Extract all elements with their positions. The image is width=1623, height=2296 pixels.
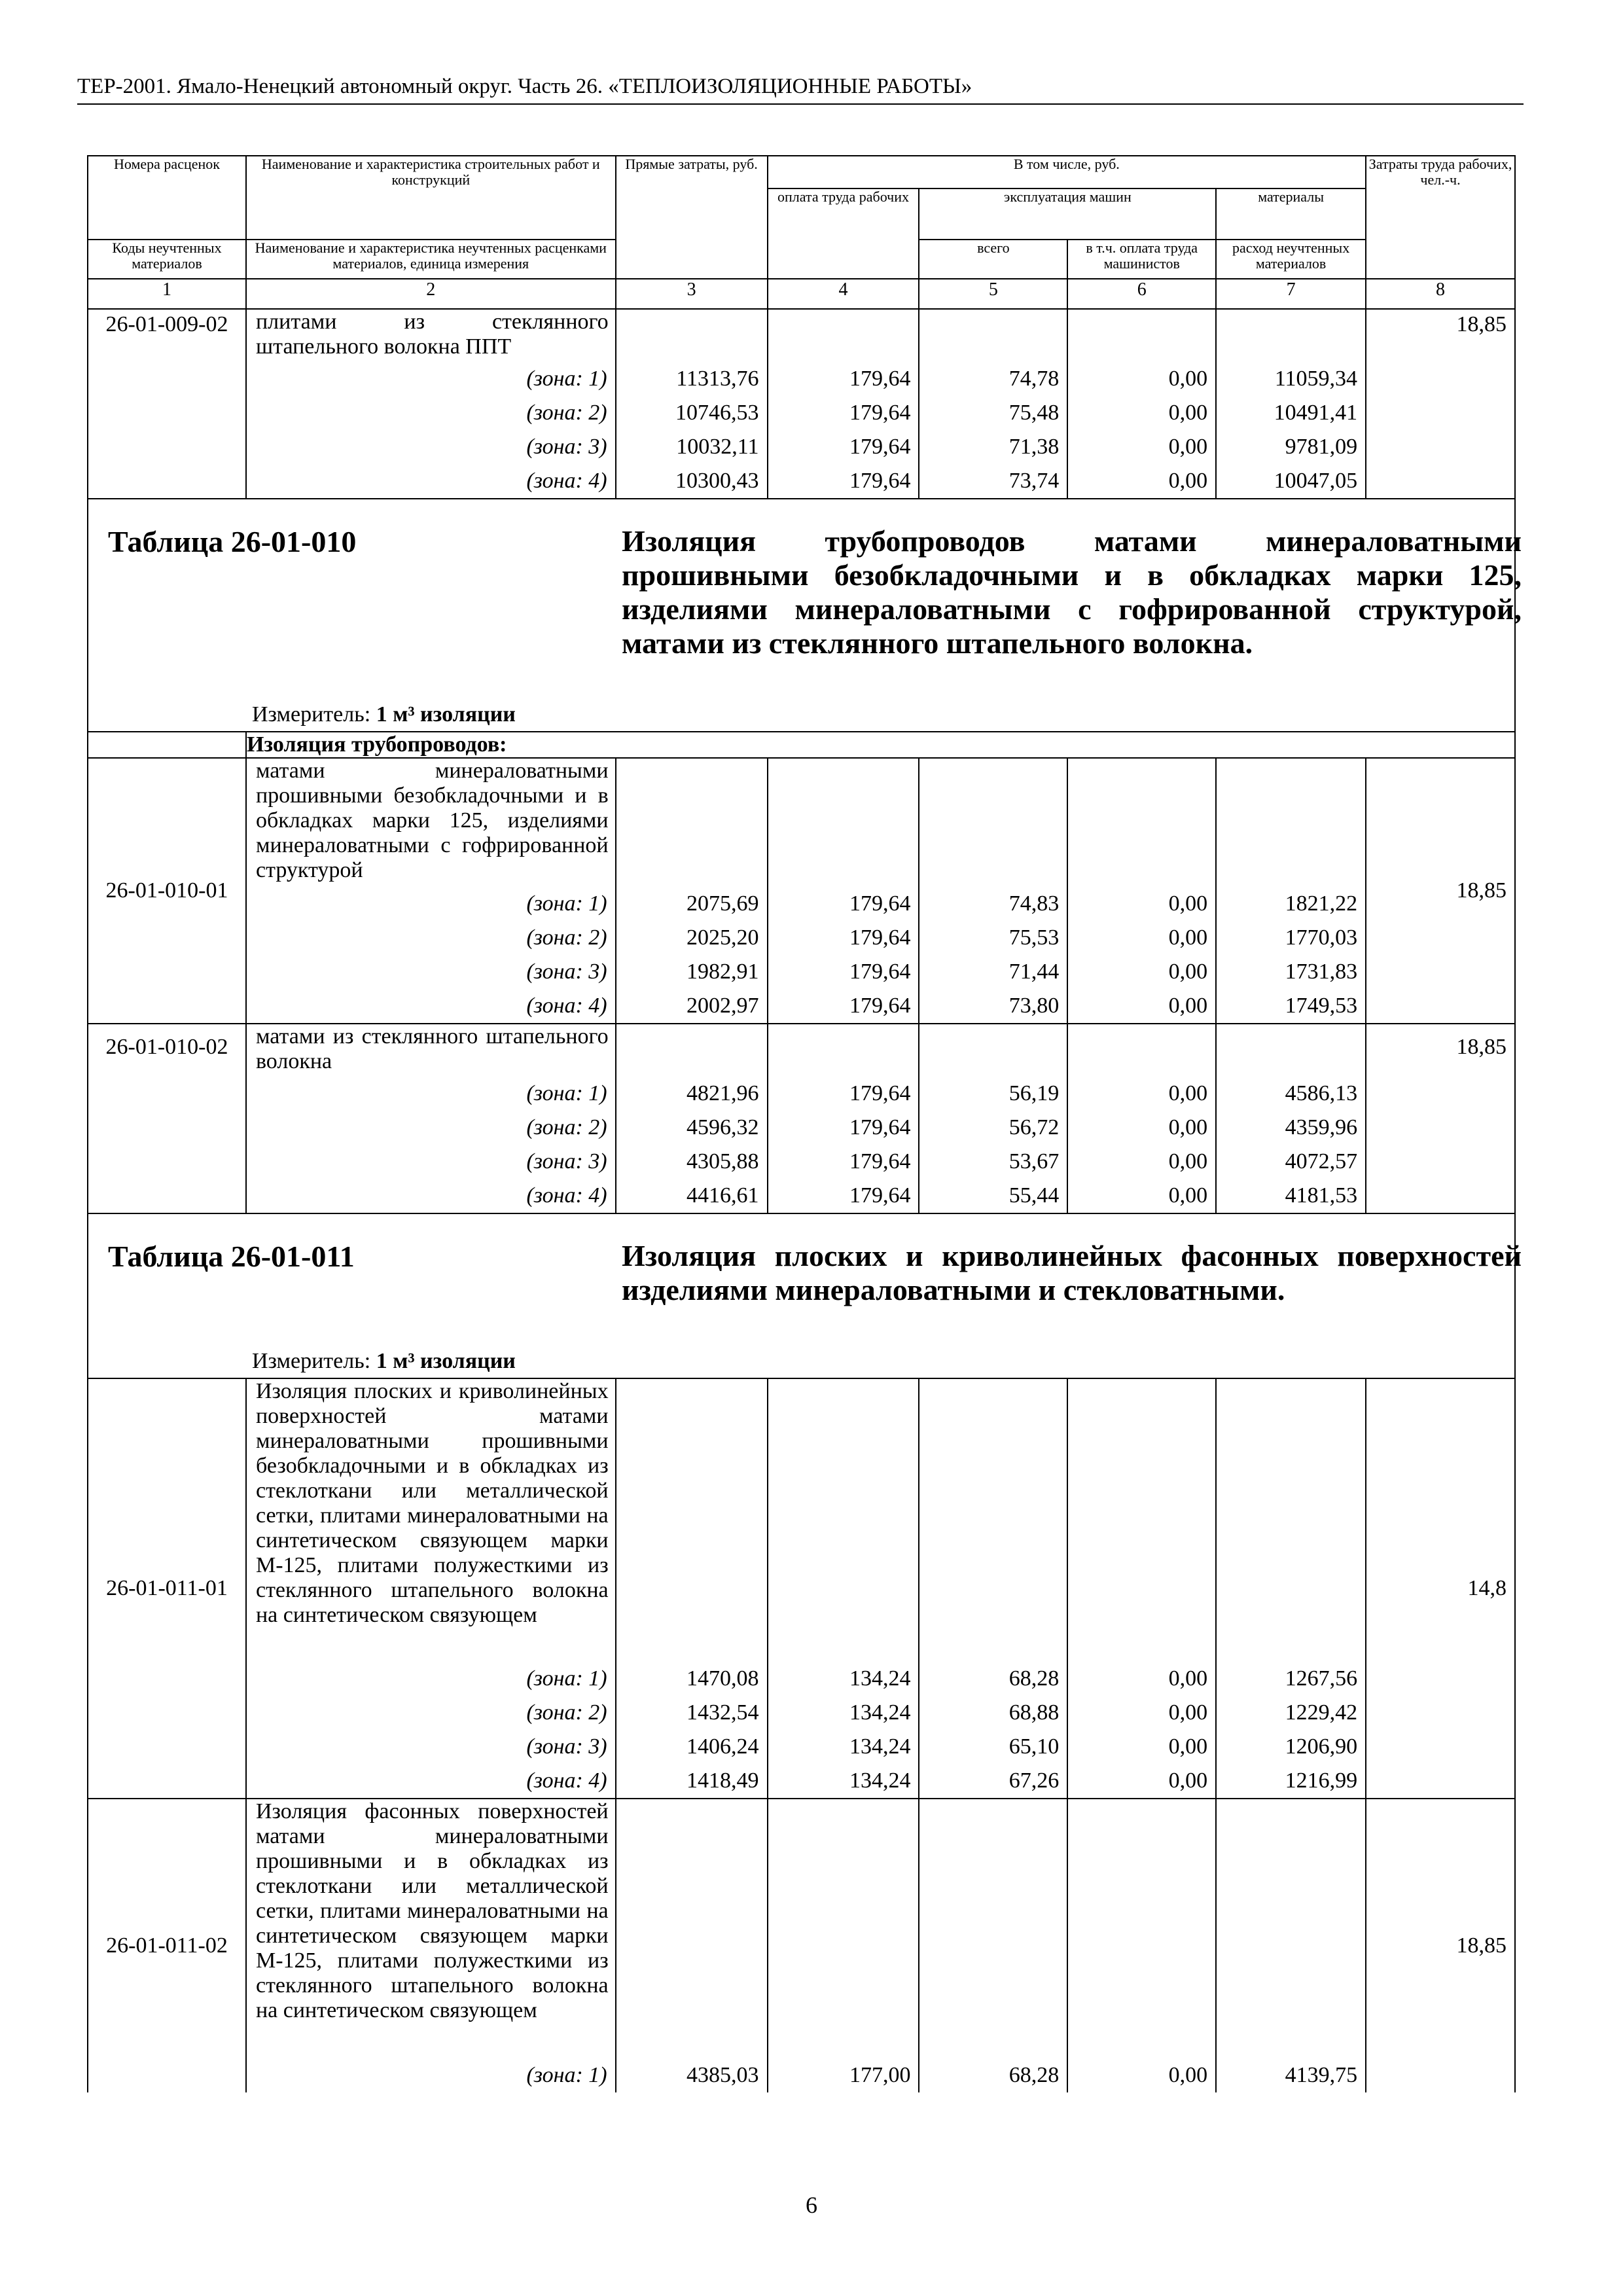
col-header-machines: эксплуатация машин bbox=[919, 188, 1216, 240]
col-header-including: В том числе, руб. bbox=[768, 156, 1366, 188]
materials-cost: 1731,83 bbox=[1216, 955, 1366, 989]
materials-cost: 11059,34 bbox=[1216, 362, 1366, 396]
zone-row bbox=[88, 430, 1515, 464]
zone-row bbox=[88, 1696, 1515, 1730]
zone-label: (зона: 4) bbox=[246, 989, 616, 1024]
zone-row bbox=[88, 464, 1515, 499]
worker-pay: 134,24 bbox=[768, 1730, 919, 1764]
worker-pay: 179,64 bbox=[768, 464, 919, 499]
col-header-rate-number: Номера расценок bbox=[88, 156, 246, 240]
zone-label: (зона: 4) bbox=[246, 1764, 616, 1799]
subheader: Изоляция трубопроводов: bbox=[246, 732, 1515, 758]
machinist-pay: 0,00 bbox=[1067, 2058, 1216, 2092]
labor-cost: 18,85 bbox=[1366, 309, 1515, 499]
col-number: 6 bbox=[1067, 279, 1216, 309]
col-header-direct-costs: Прямые затраты, руб. bbox=[616, 156, 768, 279]
rate-code: 26-01-010-01 bbox=[88, 758, 246, 1024]
rate-description: матами минераловатными прошивными безобкладочными и в обкладках марки 125, изделиями минераловатными с гофрированной структурой bbox=[246, 758, 616, 887]
zone-row bbox=[88, 2058, 1515, 2092]
table-row bbox=[88, 309, 1515, 362]
materials-cost: 1821,22 bbox=[1216, 887, 1366, 921]
zone-row bbox=[88, 1111, 1515, 1145]
worker-pay: 179,64 bbox=[768, 1179, 919, 1213]
col-header-materials: материалы bbox=[1216, 188, 1366, 240]
zone-label: (зона: 3) bbox=[246, 1145, 616, 1179]
direct-cost: 4596,32 bbox=[616, 1111, 768, 1145]
machinist-pay: 0,00 bbox=[1067, 1764, 1216, 1799]
machinist-pay: 0,00 bbox=[1067, 1077, 1216, 1111]
direct-cost: 4416,61 bbox=[616, 1179, 768, 1213]
direct-cost: 11313,76 bbox=[616, 362, 768, 396]
direct-cost: 4821,96 bbox=[616, 1077, 768, 1111]
machines-total: 68,88 bbox=[919, 1696, 1067, 1730]
zone-label: (зона: 2) bbox=[246, 1111, 616, 1145]
col-header-material-names: Наименование и характеристика неучтенных расценками материалов, единица измерения bbox=[246, 240, 616, 279]
rate-description: матами из стеклянного штапельного волокна bbox=[246, 1024, 616, 1077]
direct-cost: 10032,11 bbox=[616, 430, 768, 464]
zone-label: (зона: 2) bbox=[246, 921, 616, 955]
col-number: 7 bbox=[1216, 279, 1366, 309]
table-row bbox=[88, 1024, 1515, 1077]
machines-total: 74,83 bbox=[919, 887, 1067, 921]
zone-row bbox=[88, 396, 1515, 430]
machinist-pay: 0,00 bbox=[1067, 1145, 1216, 1179]
col-number: 3 bbox=[616, 279, 768, 309]
zone-row bbox=[88, 362, 1515, 396]
col-number: 5 bbox=[919, 279, 1067, 309]
measure-unit: Измеритель: 1 м³ изоляции bbox=[252, 1349, 516, 1373]
table-row bbox=[88, 1799, 1515, 2058]
direct-cost: 1432,54 bbox=[616, 1696, 768, 1730]
machinist-pay: 0,00 bbox=[1067, 430, 1216, 464]
zone-row bbox=[88, 955, 1515, 989]
machinist-pay: 0,00 bbox=[1067, 1662, 1216, 1696]
worker-pay: 179,64 bbox=[768, 955, 919, 989]
col-number: 4 bbox=[768, 279, 919, 309]
direct-cost: 4385,03 bbox=[616, 2058, 768, 2092]
zone-row bbox=[88, 989, 1515, 1024]
col-header-machinist-pay: в т.ч. оплата труда машинистов bbox=[1067, 240, 1216, 279]
col-header-material-consumption: расход неучтенных материалов bbox=[1216, 240, 1366, 279]
machines-total: 75,53 bbox=[919, 921, 1067, 955]
col-header-labor-costs: Затраты труда рабочих, чел.-ч. bbox=[1366, 156, 1515, 279]
worker-pay: 177,00 bbox=[768, 2058, 919, 2092]
zone-label: (зона: 4) bbox=[246, 464, 616, 499]
machines-total: 67,26 bbox=[919, 1764, 1067, 1799]
machinist-pay: 0,00 bbox=[1067, 362, 1216, 396]
worker-pay: 179,64 bbox=[768, 1145, 919, 1179]
labor-cost: 18,85 bbox=[1366, 1799, 1515, 2092]
table-row bbox=[88, 1378, 1515, 1662]
rate-description: плитами из стеклянного штапельного волокна ППТ bbox=[246, 309, 616, 362]
zone-label: (зона: 1) bbox=[246, 362, 616, 396]
direct-cost: 1418,49 bbox=[616, 1764, 768, 1799]
worker-pay: 179,64 bbox=[768, 989, 919, 1024]
machinist-pay: 0,00 bbox=[1067, 887, 1216, 921]
rate-code: 26-01-009-02 bbox=[88, 309, 246, 499]
direct-cost: 4305,88 bbox=[616, 1145, 768, 1179]
machines-total: 68,28 bbox=[919, 1662, 1067, 1696]
worker-pay: 134,24 bbox=[768, 1696, 919, 1730]
zone-row bbox=[88, 1145, 1515, 1179]
zone-row bbox=[88, 1764, 1515, 1799]
worker-pay: 179,64 bbox=[768, 1111, 919, 1145]
rate-description: Изоляция плоских и криволинейных поверхностей матами минераловатными прошивными безобкладочными и в обкладках из стеклоткани или металлической сетки, плитами минераловатными на синтетическом связующем марки М-125, плитами полужесткими из стеклянного штапельного волокна на синтетическом связующем bbox=[246, 1378, 616, 1662]
table-section-header bbox=[88, 1213, 1515, 1378]
direct-cost: 1470,08 bbox=[616, 1662, 768, 1696]
col-number: 2 bbox=[246, 279, 616, 309]
machines-total: 68,28 bbox=[919, 2058, 1067, 2092]
materials-cost: 1770,03 bbox=[1216, 921, 1366, 955]
machines-total: 74,78 bbox=[919, 362, 1067, 396]
document-header: ТЕР-2001. Ямало-Ненецкий автономный округ. Часть 26. «ТЕПЛОИЗОЛЯЦИОННЫЕ РАБОТЫ» bbox=[77, 73, 1524, 105]
zone-row bbox=[88, 1730, 1515, 1764]
materials-cost: 1216,99 bbox=[1216, 1764, 1366, 1799]
zone-label: (зона: 3) bbox=[246, 430, 616, 464]
machinist-pay: 0,00 bbox=[1067, 1179, 1216, 1213]
col-number: 8 bbox=[1366, 279, 1515, 309]
worker-pay: 134,24 bbox=[768, 1764, 919, 1799]
rate-code: 26-01-011-02 bbox=[88, 1799, 246, 2092]
machines-total: 71,44 bbox=[919, 955, 1067, 989]
machinist-pay: 0,00 bbox=[1067, 955, 1216, 989]
zone-label: (зона: 2) bbox=[246, 396, 616, 430]
col-number: 1 bbox=[88, 279, 246, 309]
col-header-worker-pay: оплата труда рабочих bbox=[768, 188, 919, 279]
table-title: Изоляция трубопроводов матами минераловатными прошивными безобкладочными и в обкладках марки 125, изделиями минераловатными с гофрированной структурой, матами из стеклянного штапельного волокна. bbox=[622, 524, 1522, 660]
rates-table bbox=[87, 155, 1522, 2092]
direct-cost: 2075,69 bbox=[616, 887, 768, 921]
rate-code: 26-01-011-01 bbox=[88, 1378, 246, 1799]
direct-cost: 2002,97 bbox=[616, 989, 768, 1024]
worker-pay: 134,24 bbox=[768, 1662, 919, 1696]
table-title: Изоляция плоских и криволинейных фасонных поверхностей изделиями минераловатными и стекловатными. bbox=[622, 1239, 1522, 1306]
materials-cost: 9781,09 bbox=[1216, 430, 1366, 464]
subheader-row bbox=[88, 732, 1515, 758]
zone-row bbox=[88, 1662, 1515, 1696]
zone-label: (зона: 1) bbox=[246, 2058, 616, 2092]
materials-cost: 4181,53 bbox=[1216, 1179, 1366, 1213]
rate-code: 26-01-010-02 bbox=[88, 1024, 246, 1213]
measure-unit: Измеритель: 1 м³ изоляции bbox=[252, 702, 516, 726]
machinist-pay: 0,00 bbox=[1067, 1696, 1216, 1730]
zone-label: (зона: 3) bbox=[246, 1730, 616, 1764]
materials-cost: 1229,42 bbox=[1216, 1696, 1366, 1730]
materials-cost: 1749,53 bbox=[1216, 989, 1366, 1024]
machines-total: 53,67 bbox=[919, 1145, 1067, 1179]
zone-row bbox=[88, 887, 1515, 921]
col-header-work-name: Наименование и характеристика строительных работ и конструкций bbox=[246, 156, 616, 240]
machinist-pay: 0,00 bbox=[1067, 464, 1216, 499]
zone-label: (зона: 1) bbox=[246, 887, 616, 921]
zone-label: (зона: 3) bbox=[246, 955, 616, 989]
col-header-material-codes: Коды неучтенных материалов bbox=[88, 240, 246, 279]
materials-cost: 4586,13 bbox=[1216, 1077, 1366, 1111]
table-row bbox=[88, 758, 1515, 887]
rate-description: Изоляция фасонных поверхностей матами минераловатными прошивными и в обкладках из стеклоткани или металлической сетки, плитами минераловатными на синтетическом связующем марки М-125, плитами полужесткими из стеклянного штапельного волокна на синтетическом связующем bbox=[246, 1799, 616, 2058]
machines-total: 56,19 bbox=[919, 1077, 1067, 1111]
zone-label: (зона: 1) bbox=[246, 1662, 616, 1696]
direct-cost: 1406,24 bbox=[616, 1730, 768, 1764]
machines-total: 56,72 bbox=[919, 1111, 1067, 1145]
machinist-pay: 0,00 bbox=[1067, 989, 1216, 1024]
labor-cost: 18,85 bbox=[1366, 1024, 1515, 1213]
machines-total: 55,44 bbox=[919, 1179, 1067, 1213]
table-id: Таблица 26-01-010 bbox=[108, 525, 357, 558]
materials-cost: 4359,96 bbox=[1216, 1111, 1366, 1145]
worker-pay: 179,64 bbox=[768, 362, 919, 396]
table-section-header bbox=[88, 499, 1515, 732]
labor-cost: 18,85 bbox=[1366, 758, 1515, 1024]
worker-pay: 179,64 bbox=[768, 396, 919, 430]
direct-cost: 10746,53 bbox=[616, 396, 768, 430]
materials-cost: 4072,57 bbox=[1216, 1145, 1366, 1179]
materials-cost: 10491,41 bbox=[1216, 396, 1366, 430]
materials-cost: 4139,75 bbox=[1216, 2058, 1366, 2092]
machines-total: 71,38 bbox=[919, 430, 1067, 464]
worker-pay: 179,64 bbox=[768, 1077, 919, 1111]
machines-total: 73,74 bbox=[919, 464, 1067, 499]
machinist-pay: 0,00 bbox=[1067, 1730, 1216, 1764]
machinist-pay: 0,00 bbox=[1067, 921, 1216, 955]
machines-total: 75,48 bbox=[919, 396, 1067, 430]
direct-cost: 1982,91 bbox=[616, 955, 768, 989]
direct-cost: 10300,43 bbox=[616, 464, 768, 499]
zone-row bbox=[88, 921, 1515, 955]
zone-row bbox=[88, 1077, 1515, 1111]
table-id: Таблица 26-01-011 bbox=[108, 1240, 355, 1273]
labor-cost: 14,8 bbox=[1366, 1378, 1515, 1799]
materials-cost: 1267,56 bbox=[1216, 1662, 1366, 1696]
zone-label: (зона: 2) bbox=[246, 1696, 616, 1730]
worker-pay: 179,64 bbox=[768, 887, 919, 921]
col-header-machines-total: всего bbox=[919, 240, 1067, 279]
machines-total: 73,80 bbox=[919, 989, 1067, 1024]
direct-cost: 2025,20 bbox=[616, 921, 768, 955]
machinist-pay: 0,00 bbox=[1067, 1111, 1216, 1145]
machines-total: 65,10 bbox=[919, 1730, 1067, 1764]
worker-pay: 179,64 bbox=[768, 921, 919, 955]
zone-row bbox=[88, 1179, 1515, 1213]
materials-cost: 1206,90 bbox=[1216, 1730, 1366, 1764]
page-number: 6 bbox=[806, 2192, 817, 2218]
worker-pay: 179,64 bbox=[768, 430, 919, 464]
zone-label: (зона: 1) bbox=[246, 1077, 616, 1111]
zone-label: (зона: 4) bbox=[246, 1179, 616, 1213]
materials-cost: 10047,05 bbox=[1216, 464, 1366, 499]
machinist-pay: 0,00 bbox=[1067, 396, 1216, 430]
